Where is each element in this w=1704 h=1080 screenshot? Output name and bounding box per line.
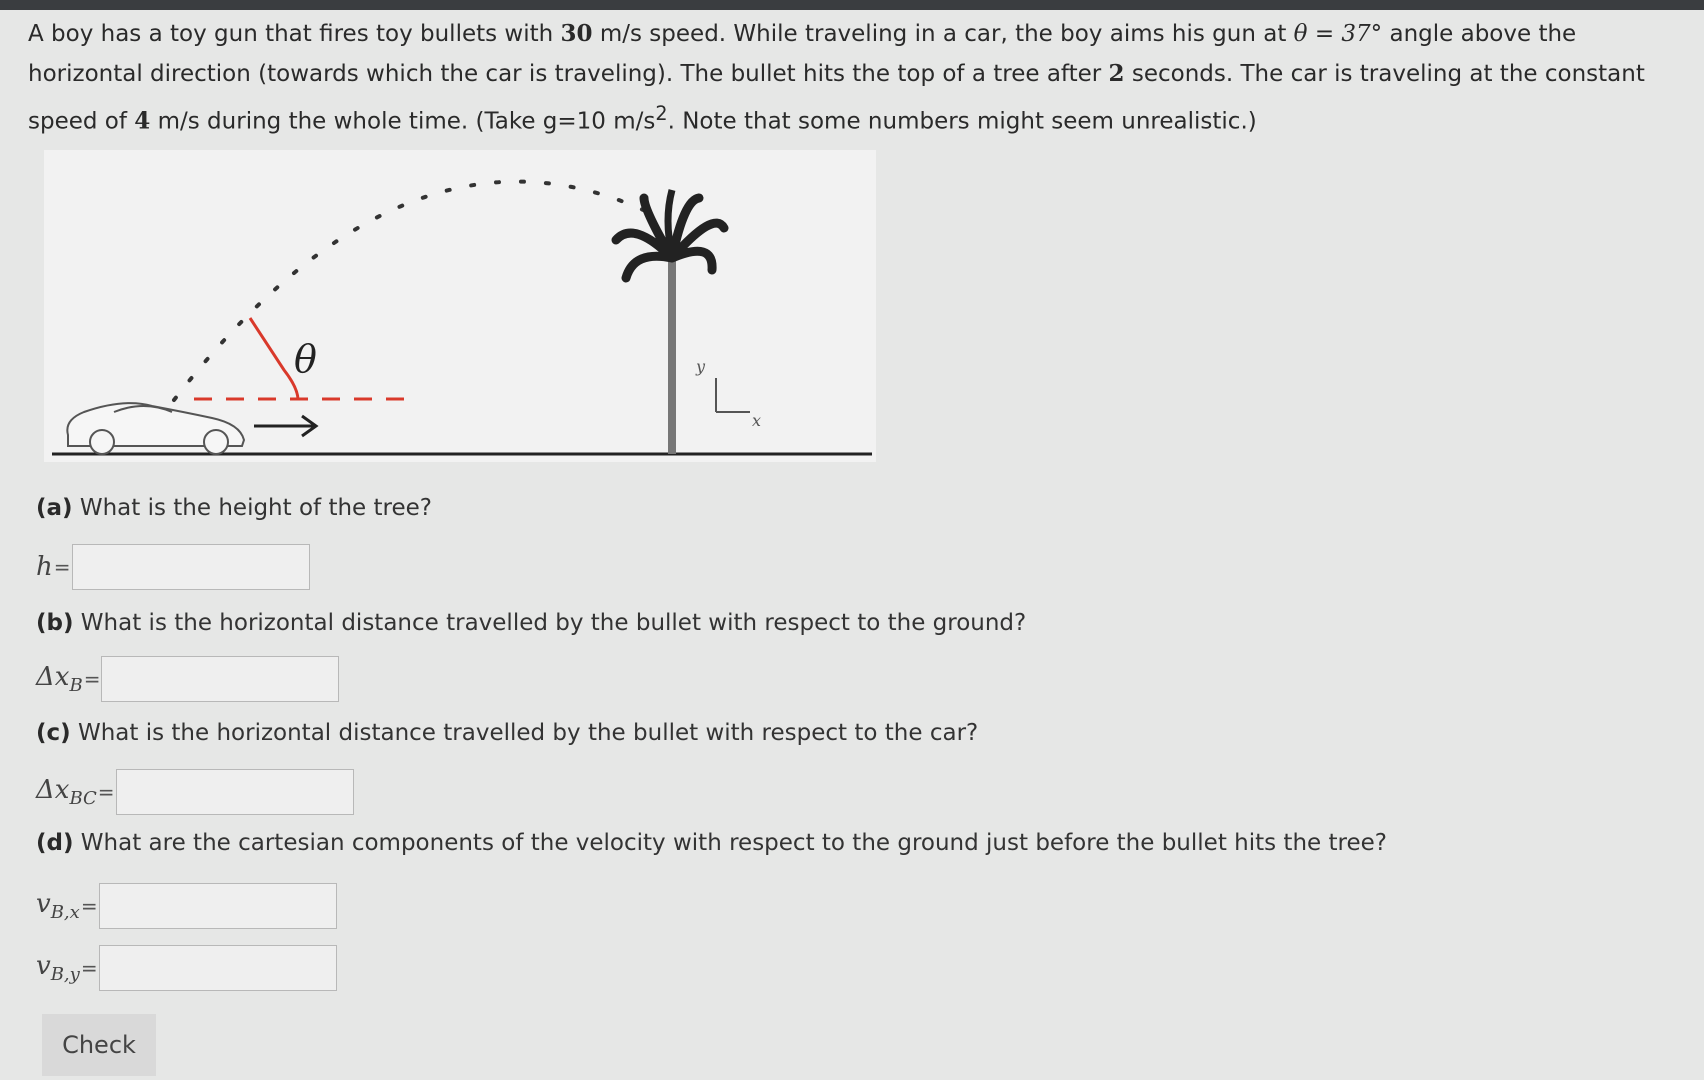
answer-row-b: $\Delta x_B$ =	[36, 656, 339, 702]
problem-statement: A boy has a toy gun that fires toy bullets with 30 m/s speed. While traveling in a car, the boy aims his gun at θ = 37° angle above the horizontal direction (towards which the car is traveling). The bullet hits the top of a tree after 2 seconds. The car is traveling at the constant speed of 4 m/s during the whole time. (Take g=10 $m/s^2$. Note that some numbers might seem unrealistic.)	[28, 20, 1645, 135]
delta-xbc-input[interactable]	[116, 769, 354, 815]
question-b: (b) What is the horizontal distance travelled by the bullet with respect to the ground?	[36, 610, 1027, 636]
vby-label: $v_{B,y}$	[36, 950, 80, 986]
top-bar	[0, 0, 1704, 10]
bullet-trajectory	[174, 182, 664, 400]
palm-tree-icon	[616, 190, 724, 454]
car-speed-value: 4	[134, 107, 151, 135]
delta-xbc-label: $\Delta x_{BC}$	[36, 774, 97, 810]
question-d: (d) What are the cartesian components of the velocity with respect to the ground just before the bullet hits the tree?	[36, 830, 1387, 856]
question-a: (a) What is the height of the tree?	[36, 495, 432, 521]
check-button[interactable]: Check	[42, 1014, 156, 1076]
speed-value: 30	[560, 20, 593, 47]
theta-label: θ	[294, 337, 317, 381]
time-value: 2	[1108, 60, 1125, 87]
car-direction-arrow	[254, 416, 316, 436]
angle-arc	[250, 318, 298, 400]
answer-row-c: $\Delta x_{BC}$ =	[36, 769, 354, 815]
delta-xb-label: $\Delta x_B$	[36, 661, 83, 697]
vbx-input[interactable]	[99, 883, 337, 929]
answer-row-vbx: $v_{B,x}$ =	[36, 883, 337, 929]
y-axis-label: y	[696, 357, 706, 376]
x-axis-label: x	[752, 411, 762, 430]
delta-xb-input[interactable]	[101, 656, 339, 702]
height-input[interactable]	[72, 544, 310, 590]
vbx-label: $v_{B,x}$	[36, 888, 80, 924]
height-label: h	[36, 552, 53, 582]
answer-row-a: h =	[36, 544, 310, 590]
problem-figure	[44, 150, 876, 462]
answer-row-vby: $v_{B,y}$ =	[36, 945, 337, 991]
angle-expression: θ = 37°	[1293, 21, 1383, 47]
axes-indicator	[716, 378, 750, 412]
car-icon	[67, 403, 244, 454]
vby-input[interactable]	[99, 945, 337, 991]
question-c: (c) What is the horizontal distance travelled by the bullet with respect to the car?	[36, 720, 979, 746]
